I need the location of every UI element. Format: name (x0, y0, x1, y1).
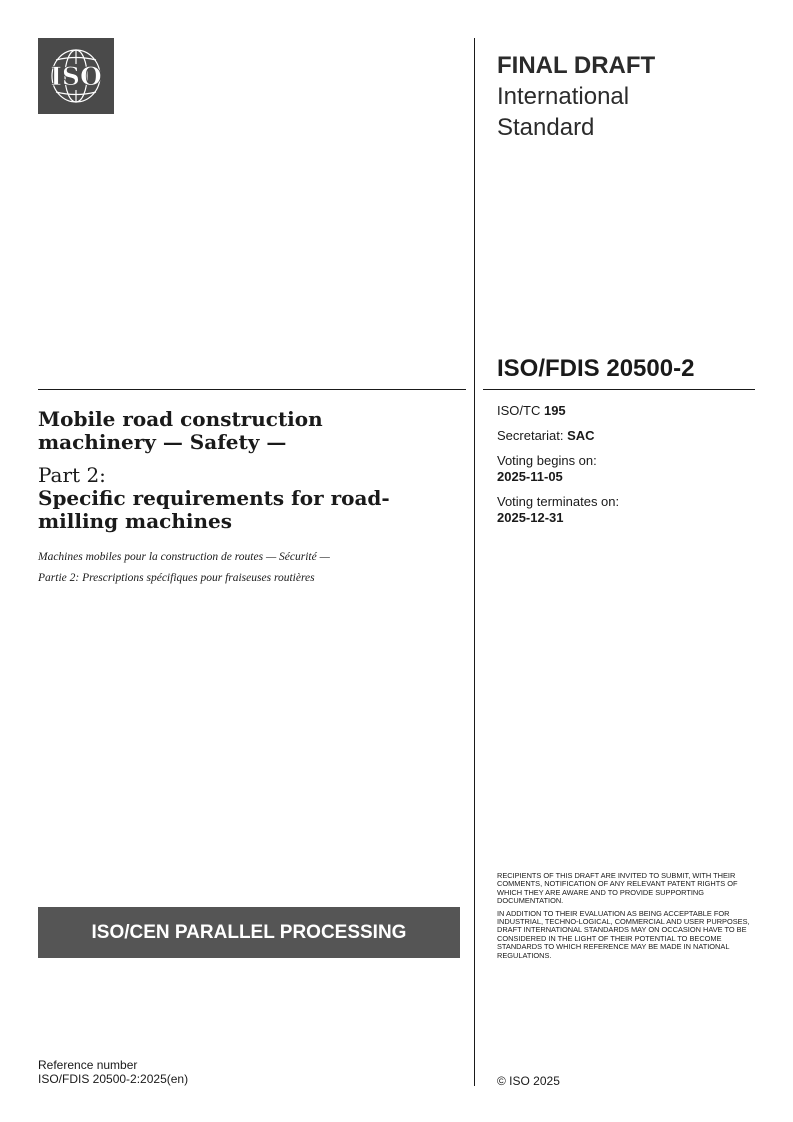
left-horizontal-divider (38, 389, 466, 390)
final-draft-label: FINAL DRAFT (497, 52, 656, 79)
draft-notice (497, 872, 757, 964)
parallel-processing-banner: ISO/CEN PARALLEL PROCESSING (38, 907, 460, 958)
voting-terminates-date: 2025-12-31 (497, 510, 564, 525)
sub-title-line-2: milling machines (38, 509, 233, 533)
main-title-line-2: machinery — Safety — (38, 430, 287, 454)
reference-number (38, 1058, 188, 1086)
secretariat-label: Secretariat: (497, 428, 564, 443)
right-horizontal-divider (483, 389, 755, 390)
reference-value: ISO/FDIS 20500-2:2025(en) (38, 1072, 189, 1086)
document-stage-heading (497, 50, 757, 143)
standard-label: Standard (497, 114, 595, 141)
document-title (38, 408, 458, 589)
technical-committee (497, 403, 757, 419)
notice-paragraph-2: IN ADDITION TO THEIR EVALUATION AS BEING ACCEPTABLE FOR INDUSTRIAL, TECHNO-LOGICAL, COMMERCIAL AND USER PURPOSES, DRAFT INTERNATIONAL STANDARDS MAY ON OCCASION HAVE TO BE CONSIDERED IN THE LIGHT OF THEIR POTENTIAL TO BECOME STANDARDS TO WHICH REFERENCE MAY BE MADE IN NATIONAL REGULATIONS. (497, 908, 750, 960)
international-label: International (497, 83, 630, 110)
voting-terminates-label: Voting terminates on: (497, 494, 620, 509)
reference-label: Reference number (38, 1058, 138, 1072)
iso-logo (38, 38, 114, 114)
vertical-divider (474, 38, 475, 1086)
main-title (38, 408, 458, 454)
voting-begins (497, 453, 757, 485)
voting-begins-label: Voting begins on: (497, 453, 597, 468)
voting-terminates (497, 494, 757, 526)
standard-number: ISO/FDIS 20500-2 (497, 355, 695, 382)
secretariat (497, 428, 757, 444)
sub-title-line-1: Specific requirements for road- (38, 486, 390, 510)
french-title (38, 547, 458, 589)
iso-globe-logo-icon (38, 38, 114, 114)
document-meta (497, 403, 757, 535)
voting-begins-date: 2025-11-05 (497, 469, 563, 484)
copyright: © ISO 2025 (497, 1074, 560, 1088)
part-label: Part 2: (38, 463, 106, 487)
sub-title (38, 487, 458, 533)
svg-text:ISO: ISO (50, 62, 102, 91)
secretariat-value: SAC (567, 428, 595, 443)
tc-label: ISO/TC (497, 403, 541, 418)
french-title-line-1: Machines mobiles pour la construction de routes — Sécurité — (38, 551, 330, 563)
main-title-line-1: Mobile road construction (38, 407, 323, 431)
french-title-line-2: Partie 2: Prescriptions spécifiques pour fraiseuses routières (38, 572, 315, 584)
tc-value: 195 (543, 403, 566, 418)
notice-paragraph-1: RECIPIENTS OF THIS DRAFT ARE INVITED TO SUBMIT, WITH THEIR COMMENTS, NOTIFICATION OF ANY RELEVANT PATENT RIGHTS OF WHICH THEY ARE AWARE AND TO PROVIDE SUPPORTING DOCUMENTATION. (497, 871, 738, 906)
